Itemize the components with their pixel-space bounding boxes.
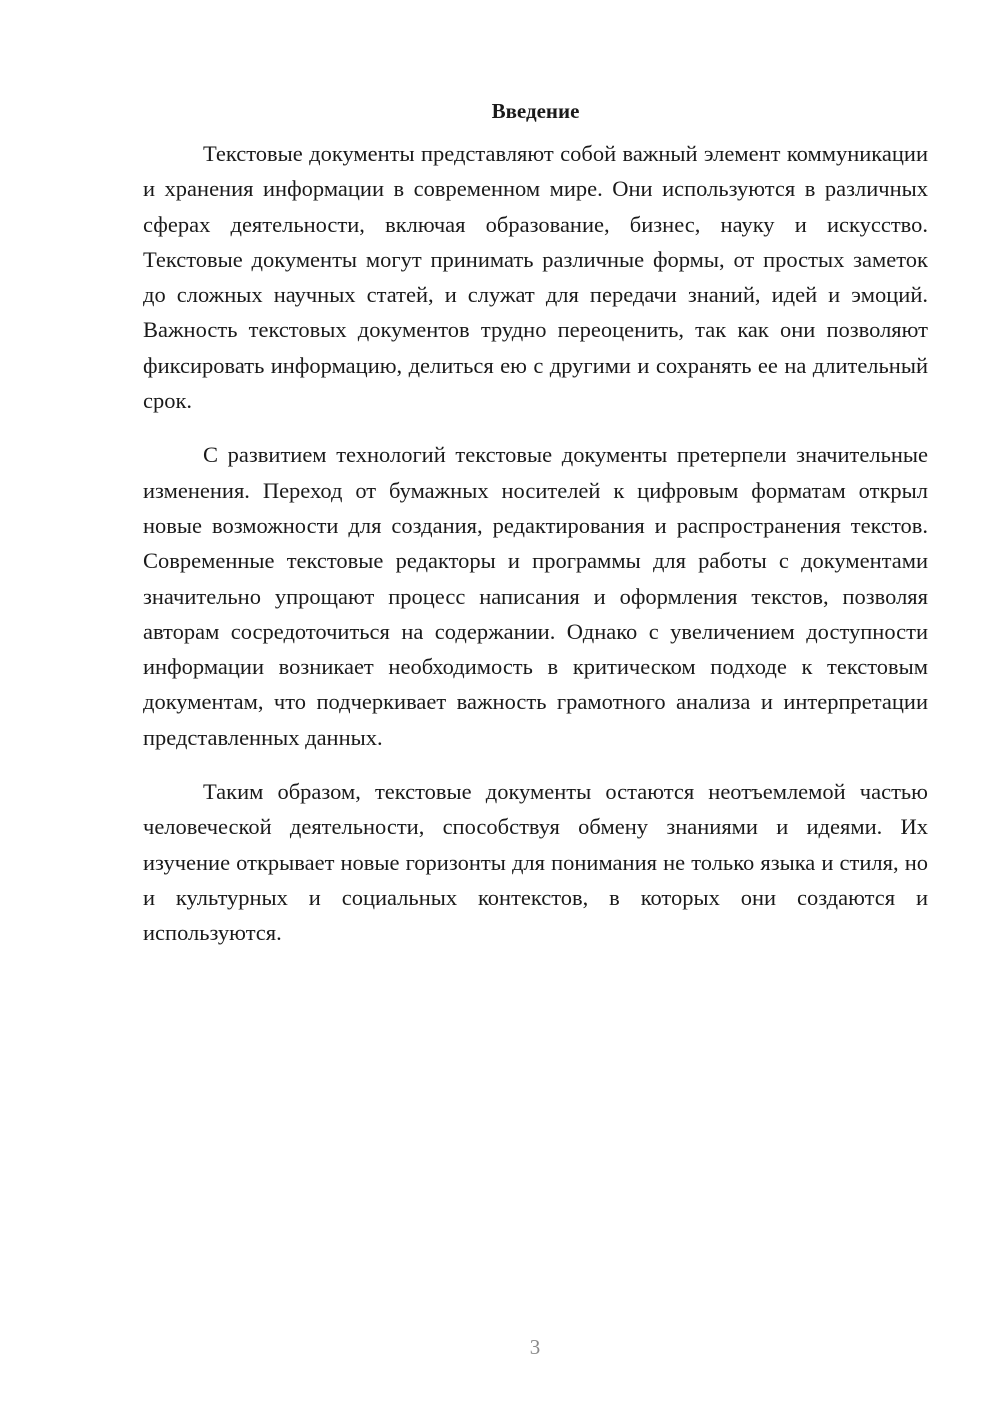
paragraph-1: Текстовые документы представляют собой важный элемент коммуникации и хранения информации в современном мире. Они используются в различных сферах деятельности, включая образование, бизнес, науку и искусство. Текстовые документы могут принимать различные формы, от простых заметок до сложных научных статей, и служат для передачи знаний, идей и эмоций. Важность текстовых документов трудно переоценить, так как они позволяют фиксировать информацию, делиться ею с другими и сохранять ее на длительный срок. xyxy=(143,141,928,414)
page-number: 3 xyxy=(529,1335,541,1359)
section-title: Введение xyxy=(491,99,580,123)
paragraph-3: Таким образом, текстовые документы остаются неотъемлемой частью человеческой деятельности, способствуя обмену знаниями и идеями. Их изучение открывает новые горизонты для понимания не только языка и стиля, но и культурных и социальных контекстов, в которых они создаются и используются. xyxy=(143,779,928,946)
page-content xyxy=(143,96,928,970)
paragraph-2: С развитием технологий текстовые документы претерпели значительные изменения. Переход от бумажных носителей к цифровым форматам открыл новые возможности для создания, редактирования и распространения текстов. Современные текстовые редакторы и программы для работы с документами значительно упрощают процесс написания и оформления текстов, позволяя авторам сосредоточиться на содержании. Однако с увеличением доступности информации возникает необходимость в критическом подходе к текстовым документам, что подчеркивает важность грамотного анализа и интерпретации представленных данных. xyxy=(143,442,928,750)
